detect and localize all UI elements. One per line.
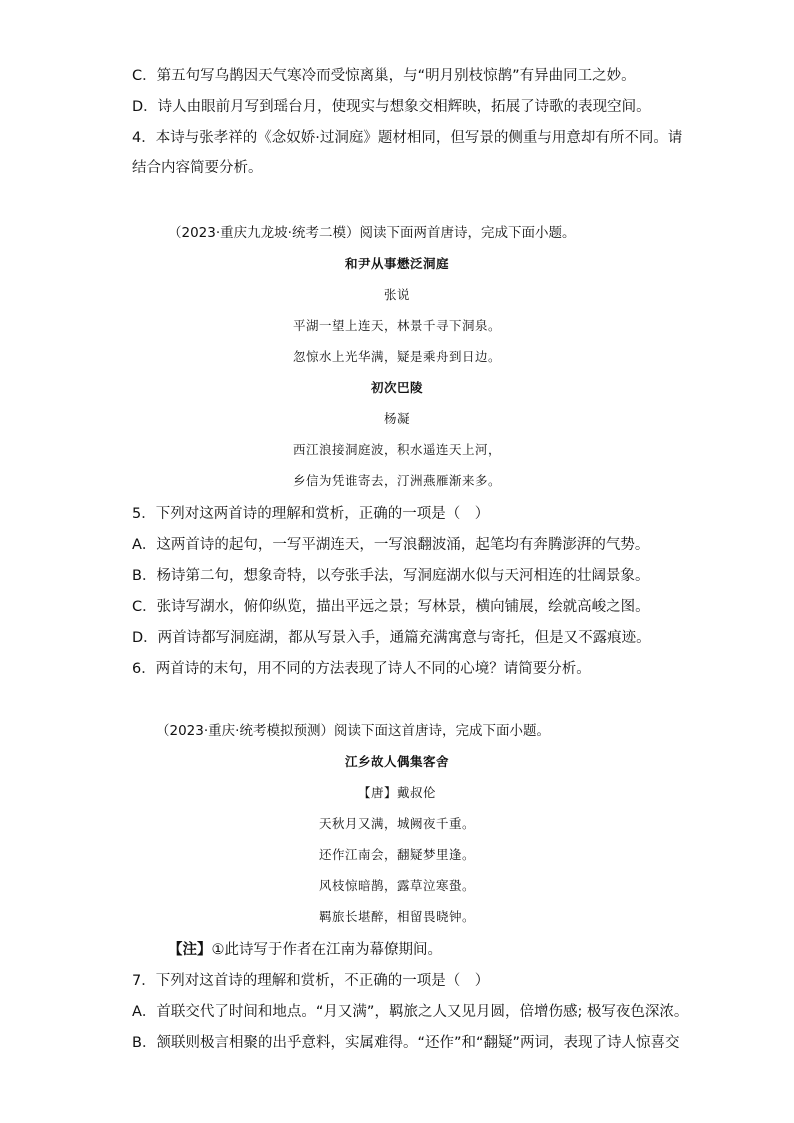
poem3-author: 【唐】戴叔伦 — [357, 785, 436, 800]
poem2-author: 杨凝 — [383, 411, 410, 426]
poem3-title: 江乡故人偶集客舍 — [344, 754, 449, 769]
q6-stem: 6．两首诗的末句，用不同的方法表现了诗人不同的心境？请简要分析。 — [132, 661, 591, 677]
poem3-line-1: 天秋月又满，城阙夜千重。 — [318, 816, 475, 831]
q5-option-a: A．这两首诗的起句，一写平湖连天，一写浪翻波涌，起笔均有奔腾澎湃的气势。 — [132, 537, 650, 553]
section2-header: （2023·重庆九龙坡·统考二模）阅读下面两首唐诗，完成下面小题。 — [168, 225, 576, 241]
poem2-line-1: 西江浪接洞庭波，积水遥连天上河， — [292, 442, 501, 457]
poem3-line-4: 羁旅长堪醉，相留畏晓钟。 — [318, 909, 475, 924]
note — [168, 940, 442, 960]
poem3-line-2: 还作江南会，翻疑梦里逢。 — [318, 847, 475, 862]
q5-option-d: D．两首诗都写洞庭湖，都从写景入手，通篇充满寓意与寄托，但是又不露痕迹。 — [132, 630, 651, 646]
poem3-line-3: 风枝惊暗鹊，露草泣寒蛩。 — [318, 878, 475, 893]
poem1-line-2: 忽惊水上光华满，疑是乘舟到日边。 — [292, 349, 501, 364]
q3-option-c: C．第五句写乌鹊因天气寒冷而受惊离巢，与“明月别枝惊鹊”有异曲同工之妙。 — [132, 68, 636, 84]
poem1-title: 和尹从事懋泛洞庭 — [344, 256, 449, 271]
q7-stem: 7．下列对这首诗的理解和赏析，不正确的一项是（ ） — [132, 973, 490, 989]
poem1-line-1: 平湖一望上连天，林景千寻下洞泉。 — [292, 318, 501, 333]
q5-option-c: C．张诗写湖水，俯仰纵览，描出平远之景；写林景，横向铺展，绘就高峻之图。 — [132, 599, 650, 615]
q4-line-2: 结合内容简要分析。 — [132, 160, 263, 176]
q5-option-b: B．杨诗第二句，想象奇特，以夸张手法，写洞庭湖水似与天河相连的壮阔景象。 — [132, 568, 650, 584]
poem1-author: 张说 — [383, 287, 410, 302]
poem2-title: 初次巴陵 — [370, 380, 423, 395]
q7-option-b: B．颔联则极言相聚的出乎意料，实属难得。“还作”和“翻疑”两词，表现了诗人惊喜交 — [132, 1035, 680, 1051]
poem2-line-2: 乡信为凭谁寄去，汀洲燕雁渐来多。 — [292, 473, 501, 488]
note-text: ①此诗写于作者在江南为幕僚期间。 — [211, 942, 442, 958]
note-label: 【注】 — [168, 942, 212, 958]
q3-option-d: D．诗人由眼前月写到瑶台月，使现实与想象交相辉映，拓展了诗歌的表现空间。 — [132, 99, 651, 115]
q5-stem: 5．下列对这两首诗的理解和赏析，正确的一项是（ ） — [132, 506, 490, 522]
section3-header: （2023·重庆·统考模拟预测）阅读下面这首唐诗，完成下面小题。 — [156, 723, 550, 739]
q7-option-a: A．首联交代了时间和地点。“月又满”，羁旅之人又见月圆，倍增伤感; 极写夜色深浓。 — [132, 1004, 689, 1020]
q4-line-1: 4．本诗与张孝祥的《念奴娇·过洞庭》题材相同，但写景的侧重与用意却有所不同。请 — [132, 130, 683, 146]
